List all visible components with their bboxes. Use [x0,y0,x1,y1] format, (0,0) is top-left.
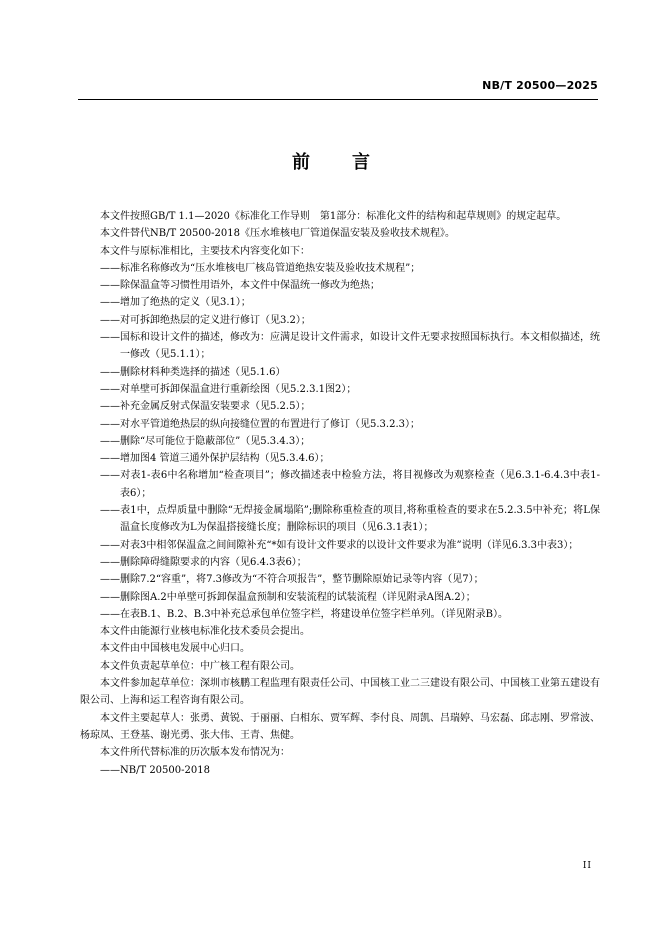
paragraph: 本文件替代NB/T 20500-2018《压水堆核电厂管道保温安装及验收技术规程》。 [100,228,455,240]
page-number: II [582,861,592,871]
change-item: —— 删除材料种类选择的描述（见5.1.6） [80,364,600,381]
change-item: —— 对可拆卸绝热层的定义进行修订（见3.2）； [80,312,600,329]
body-content [80,208,600,779]
header-rule [78,99,598,100]
change-item: —— 补充金属反射式保温安装要求（见5.2.5）； [80,398,600,415]
paragraph: 本文件按照GB/T 1.1—2020《标准化工作导则 第1部分：标准化文件的结构和起草规则》的规定起草。 [100,211,567,222]
change-item: —— 删除障碍缝隙要求的内容（见6.4.3表6）； [80,554,600,571]
paragraph: 本文件参加起草单位：深圳市核鹏工程监理有限责任公司、中国核工业二三建设有限公司、中国核工业第五建设有限公司、上海和运工程咨询有限公司。 [80,678,600,707]
paragraph: 本文件负责起草单位：中广核工程有限公司。 [100,660,300,672]
change-item: —— 标准名称修改为“压水堆核电厂核岛管道绝热安装及验收技术规程”； [80,260,600,277]
change-item: —— 删除“尽可能位于隐蔽部位”（见5.3.4.3）； [80,433,600,450]
paragraph: 本文件由中国核电发展中心归口。 [100,643,250,655]
paragraph: 本文件由能源行业核电标准化技术委员会提出。 [100,626,310,638]
change-item: —— 对水平管道绝热层的纵向接缝位置的布置进行了修订（见5.3.2.3）； [80,416,600,433]
change-item: —— 删除图A.2中单壁可拆卸保温盒预制和安装流程的试装流程（详见附录A图A.2）； [80,589,600,606]
paragraph: 本文件主要起草人：张勇、黄锐、于丽丽、白相东、贾军辉、李付良、周凯、吕瑞婷、马宏磊、邱志刚、罗常波、杨琼凤、王登基、谢光勇、张大伟、王青、焦健。 [80,712,600,741]
paragraph: 本文件所代替标准的历次版本发布情况为： [100,747,290,759]
change-item: —— 表1中，点焊质量中删除“无焊接金属塌陷”;删除称重检查的项目,将称重检查的要求在5.2.3.5中补充；将L保温盒长度修改为L为保温搭接缝长度；删除标识的项目（见6.3.1表1）； [80,502,600,537]
change-item: —— 除保温盒等习惯性用语外，本文件中保温统一修改为绝热； [80,277,600,294]
change-item: —— 增加了绝热的定义（见3.1）； [80,294,600,311]
change-item: —— 增加图4 管道三通外保护层结构（见5.3.4.6）； [80,450,600,467]
paragraph: 本文件与原标准相比，主要技术内容变化如下： [100,245,310,257]
history-item: —— NB/T 20500-2018 [80,762,600,779]
change-item: —— 国标和设计文件的描述，修改为：应满足设计文件需求，如设计文件无要求按照国标执行。本文相似描述，统一修改（见5.1.1）； [80,329,600,364]
change-item: —— 在表B.1、B.2、B.3中补充总承包单位签字栏，将建设单位签字栏单列。（详见附录B）。 [80,606,600,623]
change-item: —— 对表1-表6中名称增加“检查项目”；修改描述表中检验方法，将目视修改为观察检查（见6.3.1-6.4.3中表1-表6）； [80,467,600,502]
doc-header-id: NB/T 20500—2025 [482,79,598,92]
page-title: 前言 [292,152,412,173]
change-item: —— 对表3中相邻保温盒之间间隙补充“*如有设计文件要求的以设计文件要求为准”说明（详见6.3.3中表3）； [80,537,600,554]
change-item: —— 删除7.2“容重”，将7.3修改为“不符合项报告”，整节删除原始记录等内容（见7）； [80,571,600,588]
change-item: —— 对单壁可拆卸保温盒进行重新绘图（见5.2.3.1图2）； [80,381,600,398]
